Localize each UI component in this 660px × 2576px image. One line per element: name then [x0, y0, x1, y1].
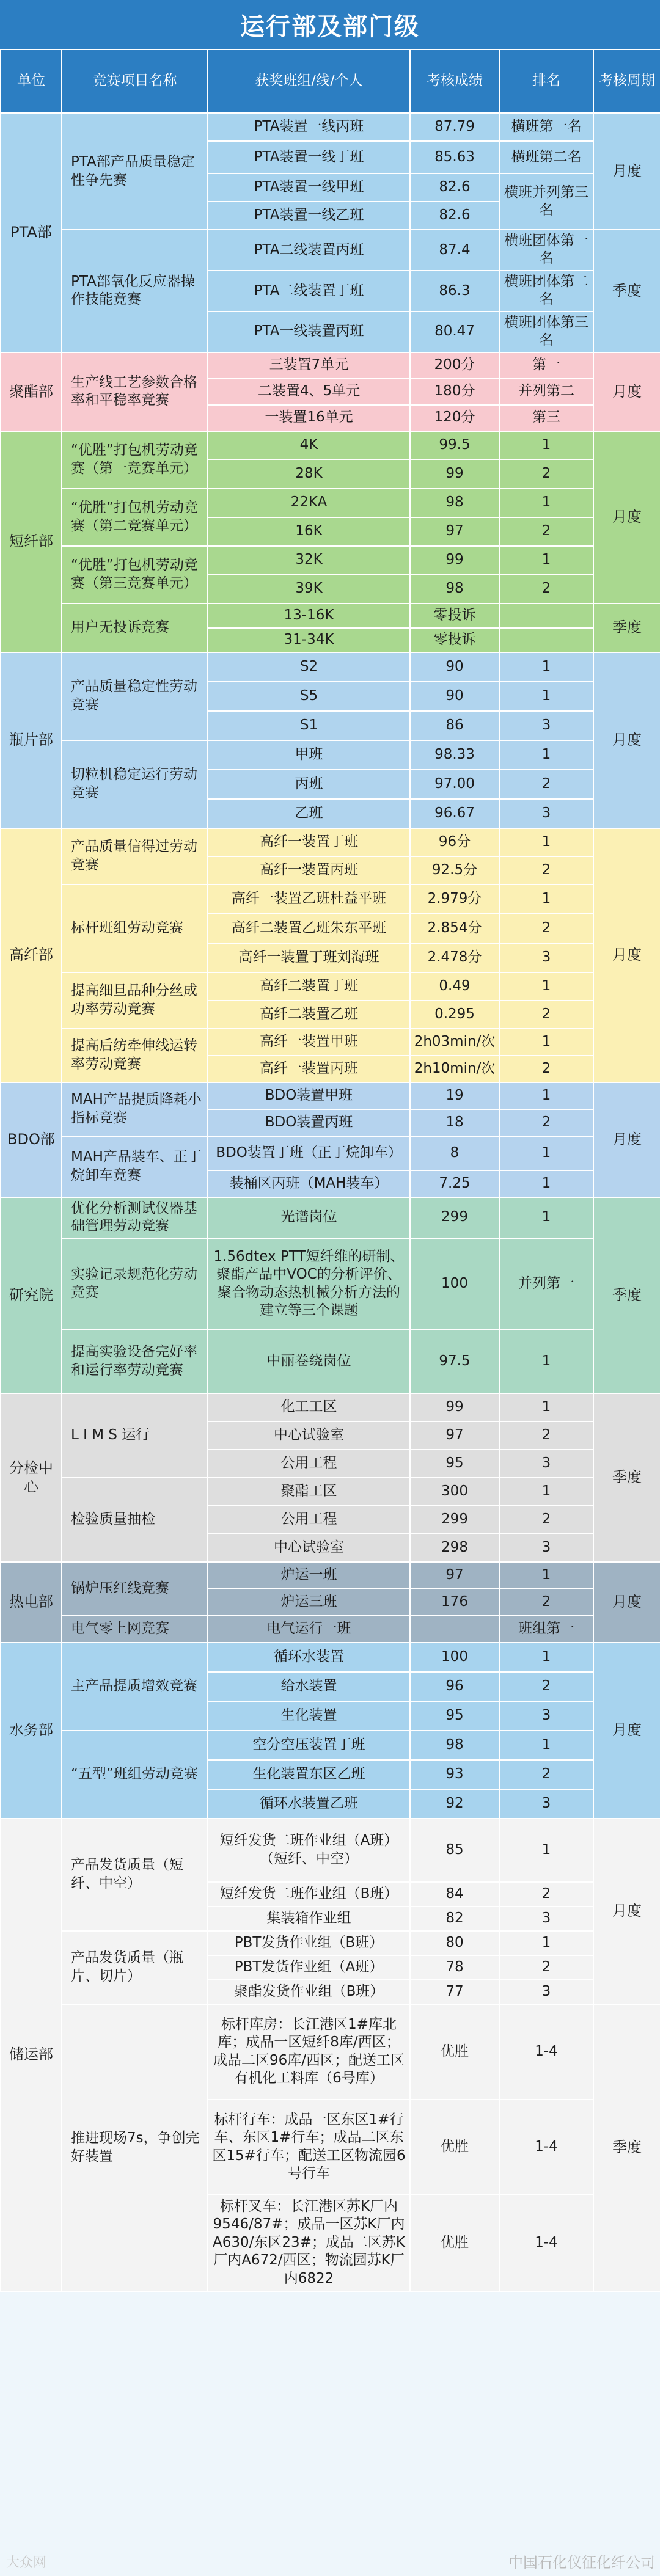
- rank-cell: 2: [499, 1001, 593, 1029]
- winner-cell: PTA二线装置丁班: [208, 271, 410, 312]
- event-name-cell: “优胜”打包机劳动竞赛（第一竞赛单元）: [62, 431, 208, 489]
- rank-cell: [499, 628, 593, 652]
- rank-cell: 1-4: [499, 2195, 593, 2291]
- score-cell: 98: [410, 575, 499, 604]
- period-cell: 季度: [593, 1393, 660, 1562]
- winner-cell: 乙班: [208, 799, 410, 828]
- department-cell: 聚酯部: [1, 352, 62, 431]
- score-cell: 2.854分: [410, 914, 499, 943]
- winner-cell: 高纤二装置丁班: [208, 972, 410, 1001]
- score-cell: 96: [410, 1672, 499, 1701]
- rank-cell: 1: [499, 1731, 593, 1760]
- winner-cell: BDO装置丙班: [208, 1109, 410, 1136]
- table-row: [1, 828, 660, 856]
- winner-cell: 一装置16单元: [208, 405, 410, 431]
- winner-cell: 39K: [208, 575, 410, 604]
- winner-cell: 循环水装置乙班: [208, 1789, 410, 1819]
- winner-cell: PTA装置一线丁班: [208, 141, 410, 173]
- score-cell: 2h10min/次: [410, 1056, 499, 1082]
- table-row: [1, 1931, 660, 1955]
- score-cell: 86: [410, 711, 499, 740]
- score-cell: 99: [410, 546, 499, 575]
- event-name-cell: PTA部氧化反应器操作技能竞赛: [62, 230, 208, 352]
- table-row: [1, 352, 660, 379]
- rank-cell: 1: [499, 1170, 593, 1197]
- winner-cell: PTA一线装置丙班: [208, 312, 410, 352]
- event-name-cell: “五型”班组劳动竞赛: [62, 1731, 208, 1819]
- score-cell: 98: [410, 489, 499, 517]
- event-name-cell: 提高细旦品种分丝成功率劳动竞赛: [62, 972, 208, 1029]
- score-cell: 96.67: [410, 799, 499, 828]
- score-cell: 82.6: [410, 202, 499, 230]
- score-cell: 0.49: [410, 972, 499, 1001]
- event-name-cell: MAH产品装车、正丁烷卸车竞赛: [62, 1136, 208, 1197]
- score-cell: 85: [410, 1819, 499, 1882]
- table-row: [1, 604, 660, 628]
- event-name-cell: 标杆班组劳动竞赛: [62, 885, 208, 972]
- rank-cell: 1: [499, 489, 593, 517]
- score-cell: 19: [410, 1082, 499, 1109]
- winner-cell: 公用工程: [208, 1450, 410, 1478]
- event-name-cell: “优胜”打包机劳动竞赛（第二竞赛单元）: [62, 489, 208, 546]
- winner-cell: 给水装置: [208, 1672, 410, 1701]
- score-cell: 78: [410, 1955, 499, 1980]
- score-cell: 120分: [410, 405, 499, 431]
- winner-cell: 甲班: [208, 740, 410, 770]
- table-row: [1, 431, 660, 459]
- column-header: 单位: [1, 49, 62, 113]
- winner-cell: PTA二线装置丙班: [208, 230, 410, 271]
- winner-cell: 22KA: [208, 489, 410, 517]
- score-cell: 0.295: [410, 1001, 499, 1029]
- winner-cell: 三装置7单元: [208, 352, 410, 379]
- event-name-cell: 实验记录规范化劳动竞赛: [62, 1238, 208, 1330]
- score-cell: 2.979分: [410, 885, 499, 914]
- winner-cell: 短纤发货二班作业组（B班）: [208, 1882, 410, 1906]
- rank-cell: 1: [499, 1197, 593, 1238]
- score-cell: 96分: [410, 828, 499, 856]
- department-cell: 分检中心: [1, 1393, 62, 1562]
- table-row: [1, 1819, 660, 1882]
- winner-cell: 二装置4、5单元: [208, 379, 410, 405]
- winner-cell: 生化装置: [208, 1701, 410, 1731]
- rank-cell: 3: [499, 1534, 593, 1562]
- event-name-cell: “优胜”打包机劳动竞赛（第三竞赛单元）: [62, 546, 208, 604]
- score-cell: 97.00: [410, 770, 499, 799]
- score-cell: 7.25: [410, 1170, 499, 1197]
- period-cell: 季度: [593, 230, 660, 352]
- score-cell: 87.79: [410, 113, 499, 141]
- table-row: [1, 1197, 660, 1238]
- table-row: [1, 1082, 660, 1109]
- winner-cell: S2: [208, 652, 410, 682]
- score-cell: 99: [410, 459, 499, 489]
- score-cell: 82.6: [410, 173, 499, 202]
- table-row: [1, 972, 660, 1001]
- winner-cell: 高纤一装置甲班: [208, 1029, 410, 1056]
- rank-cell: 1: [499, 972, 593, 1001]
- rank-cell: 1: [499, 682, 593, 711]
- score-cell: 200分: [410, 352, 499, 379]
- winner-cell: 标杆叉车：长江港区苏K厂内9546/87#；成品一区苏K厂内A630/东区23#；成品二区苏K厂内A672/西区；物流园苏K厂内6822: [208, 2195, 410, 2291]
- rank-cell: 3: [499, 1980, 593, 2004]
- score-cell: 18: [410, 1109, 499, 1136]
- table-row: [1, 1238, 660, 1330]
- winner-cell: PTA装置一线乙班: [208, 202, 410, 230]
- rank-cell: 横班第一名: [499, 113, 593, 141]
- winner-cell: PTA装置一线丙班: [208, 113, 410, 141]
- rank-cell: 1: [499, 885, 593, 914]
- score-cell: 优胜: [410, 2195, 499, 2291]
- rank-cell: 2: [499, 517, 593, 546]
- period-cell: 月度: [593, 1562, 660, 1643]
- winner-cell: 空分空压装置丁班: [208, 1731, 410, 1760]
- event-name-cell: 电气零上网竞赛: [62, 1616, 208, 1643]
- winner-cell: 32K: [208, 546, 410, 575]
- table-row: [1, 113, 660, 141]
- table-row: [1, 1562, 660, 1589]
- rank-cell: 1: [499, 1330, 593, 1393]
- table-row: [1, 1731, 660, 1760]
- rank-cell: 1: [499, 652, 593, 682]
- winner-cell: 公用工程: [208, 1506, 410, 1534]
- score-cell: 90: [410, 682, 499, 711]
- event-name-cell: 提高实验设备完好率和运行率劳动竞赛: [62, 1330, 208, 1393]
- score-cell: 8: [410, 1136, 499, 1170]
- rank-cell: 2: [499, 1955, 593, 1980]
- winner-cell: S5: [208, 682, 410, 711]
- rank-cell: [499, 604, 593, 628]
- winner-cell: 集装箱作业组: [208, 1906, 410, 1931]
- event-name-cell: 产品质量稳定性劳动竞赛: [62, 652, 208, 740]
- table-row: [1, 885, 660, 914]
- score-cell: 2.478分: [410, 943, 499, 972]
- table-row: [1, 1478, 660, 1506]
- winner-cell: 短纤发货二班作业组（A班）（短纤、中空）: [208, 1819, 410, 1882]
- period-cell: 季度: [593, 1197, 660, 1393]
- ranking-table: [0, 49, 660, 2292]
- winner-cell: 聚酯发货作业组（B班）: [208, 1980, 410, 2004]
- winner-cell: 光谱岗位: [208, 1197, 410, 1238]
- score-cell: 80: [410, 1931, 499, 1955]
- period-cell: 月度: [593, 1819, 660, 2004]
- winner-cell: 1.56dtex PTT短纤维的研制、聚酯产品中VOC的分析评价、聚合物动态热机械分析方法的建立等三个课题: [208, 1238, 410, 1330]
- rank-cell: 横班并列第三名: [499, 173, 593, 230]
- winner-cell: BDO装置甲班: [208, 1082, 410, 1109]
- winner-cell: 28K: [208, 459, 410, 489]
- winner-cell: 中心试验室: [208, 1534, 410, 1562]
- event-name-cell: 推进现场7s，争创完好装置: [62, 2004, 208, 2291]
- winner-cell: 化工工区: [208, 1393, 410, 1421]
- score-cell: 299: [410, 1197, 499, 1238]
- winner-cell: BDO装置丁班（正丁烷卸车）: [208, 1136, 410, 1170]
- event-name-cell: 生产线工艺参数合格率和平稳率竞赛: [62, 352, 208, 431]
- rank-cell: 1: [499, 1819, 593, 1882]
- winner-cell: 炉运一班: [208, 1562, 410, 1589]
- rank-cell: 2: [499, 1589, 593, 1616]
- rank-cell: 1: [499, 740, 593, 770]
- winner-cell: PBT发货作业组（A班）: [208, 1955, 410, 1980]
- period-cell: 月度: [593, 652, 660, 828]
- score-cell: 84: [410, 1882, 499, 1906]
- score-cell: 95: [410, 1450, 499, 1478]
- rank-cell: 1: [499, 1931, 593, 1955]
- table-row: [1, 1393, 660, 1421]
- score-cell: 97: [410, 517, 499, 546]
- rank-cell: 1: [499, 1393, 593, 1421]
- rank-cell: 横班第二名: [499, 141, 593, 173]
- table-header-row: [1, 49, 660, 113]
- winner-cell: 循环水装置: [208, 1643, 410, 1672]
- rank-cell: 2: [499, 770, 593, 799]
- score-cell: 优胜: [410, 2004, 499, 2100]
- winner-cell: 高纤一装置乙班杜益平班: [208, 885, 410, 914]
- rank-cell: 2: [499, 575, 593, 604]
- event-name-cell: MAH产品提质降耗小指标竞赛: [62, 1082, 208, 1136]
- rank-cell: 1-4: [499, 2100, 593, 2195]
- score-cell: 180分: [410, 379, 499, 405]
- winner-cell: 4K: [208, 431, 410, 459]
- event-name-cell: 切粒机稳定运行劳动竞赛: [62, 740, 208, 828]
- score-cell: 86.3: [410, 271, 499, 312]
- rank-cell: 1: [499, 1136, 593, 1170]
- department-cell: 短纤部: [1, 431, 62, 652]
- rank-cell: 3: [499, 799, 593, 828]
- department-cell: PTA部: [1, 113, 62, 352]
- event-name-cell: 提高后纺牵伸线运转率劳动竞赛: [62, 1029, 208, 1082]
- score-cell: 299: [410, 1506, 499, 1534]
- department-cell: 储运部: [1, 1819, 62, 2291]
- table-row: [1, 1616, 660, 1643]
- winner-cell: 生化装置东区乙班: [208, 1760, 410, 1789]
- event-name-cell: 产品发货质量（瓶片、切片）: [62, 1931, 208, 2004]
- period-cell: 月度: [593, 828, 660, 1082]
- table-row: [1, 489, 660, 517]
- winner-cell: 中心试验室: [208, 1421, 410, 1450]
- period-cell: 月度: [593, 352, 660, 431]
- rank-cell: 2: [499, 1672, 593, 1701]
- winner-cell: 高纤一装置丙班: [208, 1056, 410, 1082]
- rank-cell: 3: [499, 1450, 593, 1478]
- column-header: 排名: [499, 49, 593, 113]
- winner-cell: 聚酯工区: [208, 1478, 410, 1506]
- score-cell: 93: [410, 1760, 499, 1789]
- event-name-cell: 用户无投诉竞赛: [62, 604, 208, 652]
- event-name-cell: 优化分析测试仪器基础管理劳动竞赛: [62, 1197, 208, 1238]
- event-name-cell: L I M S 运行: [62, 1393, 208, 1478]
- rank-cell: 2: [499, 1760, 593, 1789]
- score-cell: 90: [410, 652, 499, 682]
- score-cell: 300: [410, 1478, 499, 1506]
- event-name-cell: 产品发货质量（短纤、中空）: [62, 1819, 208, 1931]
- rank-cell: 1: [499, 1082, 593, 1109]
- score-cell: 98.33: [410, 740, 499, 770]
- rank-cell: 并列第二: [499, 379, 593, 405]
- column-header: 获奖班组/线/个人: [208, 49, 410, 113]
- table-row: [1, 230, 660, 271]
- period-cell: 月度: [593, 113, 660, 230]
- rank-cell: 横班团体第一名: [499, 230, 593, 271]
- rank-cell: 2: [499, 459, 593, 489]
- rank-cell: 3: [499, 711, 593, 740]
- table-row: [1, 1029, 660, 1056]
- department-cell: 热电部: [1, 1562, 62, 1643]
- score-cell: 99: [410, 1393, 499, 1421]
- winner-cell: 高纤一装置丁班: [208, 828, 410, 856]
- winner-cell: 16K: [208, 517, 410, 546]
- table-row: [1, 740, 660, 770]
- department-cell: 瓶片部: [1, 652, 62, 828]
- winner-cell: 中丽卷绕岗位: [208, 1330, 410, 1393]
- period-cell: 季度: [593, 2004, 660, 2291]
- winner-cell: 标杆库房：长江港区1#库北库；成品一区短纤8库/西区；成品二区96库/西区；配送工区有机化工料库（6号库）: [208, 2004, 410, 2100]
- rank-cell: 2: [499, 856, 593, 885]
- watermark-left: 大众网: [6, 2555, 47, 2571]
- department-cell: 高纤部: [1, 828, 62, 1082]
- score-cell: 82: [410, 1906, 499, 1931]
- department-cell: 研究院: [1, 1197, 62, 1393]
- column-header: 竞赛项目名称: [62, 49, 208, 113]
- winner-cell: 高纤一装置丁班刘海班: [208, 943, 410, 972]
- score-cell: 95: [410, 1701, 499, 1731]
- rank-cell: 1: [499, 431, 593, 459]
- winner-cell: 标杆行车：成品一区东区1#行车、东区1#行车；成品二区东区15#行车；配送工区物流园6号行车: [208, 2100, 410, 2195]
- event-name-cell: PTA部产品质量稳定性争先赛: [62, 113, 208, 230]
- score-cell: 92: [410, 1789, 499, 1819]
- rank-cell: 1: [499, 1562, 593, 1589]
- rank-cell: 1: [499, 1029, 593, 1056]
- table-row: [1, 546, 660, 575]
- table-row: [1, 1330, 660, 1393]
- score-cell: 176: [410, 1589, 499, 1616]
- score-cell: 零投诉: [410, 604, 499, 628]
- rank-cell: 班组第一: [499, 1616, 593, 1643]
- table-row: [1, 1643, 660, 1672]
- watermark-right: 中国石化仪征化纤公司: [508, 2554, 655, 2571]
- winner-cell: 电气运行一班: [208, 1616, 410, 1643]
- score-cell: 零投诉: [410, 628, 499, 652]
- rank-cell: 1-4: [499, 2004, 593, 2100]
- score-cell: 85.63: [410, 141, 499, 173]
- page-title: 运行部及部门级: [0, 0, 660, 49]
- score-cell: 97: [410, 1562, 499, 1589]
- score-cell: 100: [410, 1238, 499, 1330]
- score-cell: 99.5: [410, 431, 499, 459]
- table-row: [1, 2004, 660, 2100]
- score-cell: 98: [410, 1731, 499, 1760]
- winner-cell: 装桶区丙班（MAH装车）: [208, 1170, 410, 1197]
- table-row: [1, 1136, 660, 1170]
- score-cell: 97: [410, 1421, 499, 1450]
- score-cell: 100: [410, 1643, 499, 1672]
- winner-cell: 丙班: [208, 770, 410, 799]
- score-cell: 2h03min/次: [410, 1029, 499, 1056]
- score-cell: 77: [410, 1980, 499, 2004]
- department-cell: BDO部: [1, 1082, 62, 1197]
- rank-cell: 2: [499, 1421, 593, 1450]
- rank-cell: 第三: [499, 405, 593, 431]
- rank-cell: 2: [499, 1109, 593, 1136]
- period-cell: 季度: [593, 604, 660, 652]
- department-cell: 水务部: [1, 1643, 62, 1819]
- rank-cell: 2: [499, 914, 593, 943]
- column-header: 考核成绩: [410, 49, 499, 113]
- score-cell: 298: [410, 1534, 499, 1562]
- rank-cell: 并列第一: [499, 1238, 593, 1330]
- rank-cell: 3: [499, 1789, 593, 1819]
- score-cell: 87.4: [410, 230, 499, 271]
- rank-cell: 3: [499, 1701, 593, 1731]
- score-cell: [410, 1616, 499, 1643]
- winner-cell: PBT发货作业组（B班）: [208, 1931, 410, 1955]
- winner-cell: 13-16K: [208, 604, 410, 628]
- column-header: 考核周期: [593, 49, 660, 113]
- score-cell: 优胜: [410, 2100, 499, 2195]
- rank-cell: 2: [499, 1056, 593, 1082]
- period-cell: 月度: [593, 431, 660, 604]
- rank-cell: 3: [499, 943, 593, 972]
- rank-cell: 第一: [499, 352, 593, 379]
- winner-cell: 高纤二装置乙班朱东平班: [208, 914, 410, 943]
- rank-cell: 1: [499, 1643, 593, 1672]
- period-cell: 月度: [593, 1082, 660, 1197]
- rank-cell: 1: [499, 828, 593, 856]
- score-cell: 92.5分: [410, 856, 499, 885]
- rank-cell: 2: [499, 1882, 593, 1906]
- winner-cell: 31-34K: [208, 628, 410, 652]
- winner-cell: PTA装置一线甲班: [208, 173, 410, 202]
- event-name-cell: 锅炉压红线竞赛: [62, 1562, 208, 1616]
- table-row: [1, 652, 660, 682]
- rank-cell: 横班团体第二名: [499, 271, 593, 312]
- rank-cell: 1: [499, 546, 593, 575]
- event-name-cell: 主产品提质增效竞赛: [62, 1643, 208, 1731]
- rank-cell: 1: [499, 1478, 593, 1506]
- rank-cell: 横班团体第三名: [499, 312, 593, 352]
- event-name-cell: 检验质量抽检: [62, 1478, 208, 1562]
- period-cell: 月度: [593, 1643, 660, 1819]
- score-cell: 80.47: [410, 312, 499, 352]
- event-name-cell: 产品质量信得过劳动竞赛: [62, 828, 208, 885]
- winner-cell: S1: [208, 711, 410, 740]
- rank-cell: 3: [499, 1906, 593, 1931]
- winner-cell: 炉运三班: [208, 1589, 410, 1616]
- score-cell: 97.5: [410, 1330, 499, 1393]
- winner-cell: 高纤二装置乙班: [208, 1001, 410, 1029]
- winner-cell: 高纤一装置丙班: [208, 856, 410, 885]
- rank-cell: 2: [499, 1506, 593, 1534]
